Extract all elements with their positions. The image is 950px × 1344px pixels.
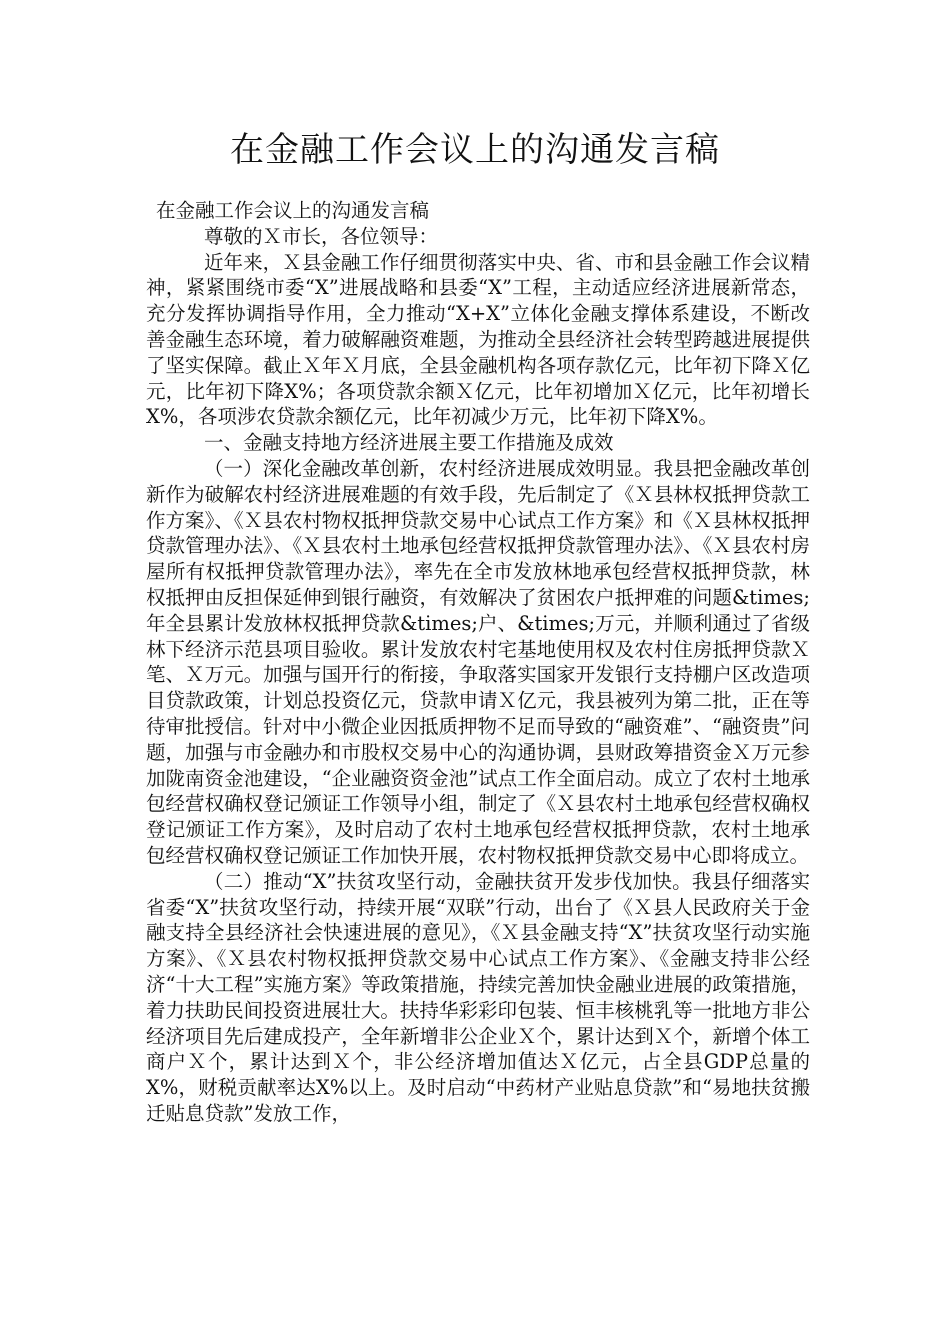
section-heading-1: 一、金融支持地方经济进展主要工作措施及成效 bbox=[204, 431, 614, 455]
paragraph-section-1-1: （一）深化金融改革创新，农村经济进展成效明显。我县把金融改革创新作为破解农村经济进展难题的有效手段，先后制定了《Ｘ县林权抵押贷款工作方案》、《Ｘ县农村物权抵押贷款交易中心试点工作方案》和《Ｘ县林权抵押贷款管理办法》、《Ｘ县农村土地承包经营权抵押贷款管理办法》、《Ｘ县农村房屋所有权抵押贷款管理办法》，率先在全市发放林地承包经营权抵押贷款，林权抵押由反担保延伸到银行融资，有效解决了贫困农户抵押难的问题&times;年全县累计发放林权抵押贷款&times;户、&times;万元，并顺利通过了省级林下经济示范县项目验收。累计发放农村宅基地使用权及农村住房抵押贷款Ｘ笔、Ｘ万元。加强与国开行的衔接，争取落实国家开发银行支持棚户区改造项目贷款政策，计划总投资亿元，贷款申请Ｘ亿元，我县被列为第二批，正在等待审批授信。针对中小微企业因抵质押物不足而导致的“融资难”、“融资贵”问题，加强与市金融办和市股权交易中心的沟通协调，县财政筹措资金Ｘ万元参加陇南资金池建设，“企业融资资金池”试点工作全面启动。成立了农村土地承包经营权确权登记颁证工作领导小组，制定了《Ｘ县农村土地承包经营权确权登记颁证工作方案》，及时启动了农村土地承包经营权抵押贷款，农村土地承包经营权确权登记颁证工作加快开展，农村物权抵押贷款交易中心即将成立。 bbox=[146, 456, 810, 867]
document-subtitle: 在金融工作会议上的沟通发言稿 bbox=[156, 199, 430, 222]
paragraph-intro: 近年来，Ｘ县金融工作仔细贯彻落实中央、省、市和县金融工作会议精神，紧紧围绕市委“X”进展战略和县委“X”工程，主动适应经济进展新常态，充分发挥协调指导作用，全力推动“X+X”立体化金融支撑体系建设，不断改善金融生态环境，着力破解融资难题，为推动全县经济社会转型跨越进展提供了坚实保障。截止Ｘ年Ｘ月底，全县金融机构各项存款亿元，比年初下降Ｘ亿元，比年初下降X%；各项贷款余额Ｘ亿元，比年初增加Ｘ亿元，比年初增长X%，各项涉农贷款余额亿元，比年初减少万元，比年初下降X%。 bbox=[146, 250, 810, 429]
document-title: 在金融工作会议上的沟通发言稿 bbox=[230, 130, 720, 170]
paragraph-section-1-2: （二）推动“X”扶贫攻坚行动，金融扶贫开发步伐加快。我县仔细落实省委“X”扶贫攻坚行动，持续开展“双联”行动，出台了《Ｘ县人民政府关于金融支持全县经济社会快速进展的意见》，《Ｘ县金融支持“X”扶贫攻坚行动实施方案》、《Ｘ县农村物权抵押贷款交易中心试点工作方案》、《金融支持非公经济“十大工程”实施方案》等政策措施，持续完善加快金融业进展的政策措施，着力扶助民间投资进展壮大。扶持华彩彩印包装、恒丰核桃乳等一批地方非公经济项目先后建成投产，全年新增非公企业Ｘ个，累计达到Ｘ个，新增个体工商户Ｘ个，累计达到Ｘ个，非公经济增加值达Ｘ亿元，占全县GDP总量的X%，财税贡献率达X%以上。及时启动“中药材产业贴息贷款”和“易地扶贫搬迁贴息贷款”发放工作， bbox=[146, 869, 810, 1125]
document-body bbox=[146, 198, 810, 1127]
salutation: 尊敬的Ｘ市长，各位领导： bbox=[204, 224, 439, 248]
